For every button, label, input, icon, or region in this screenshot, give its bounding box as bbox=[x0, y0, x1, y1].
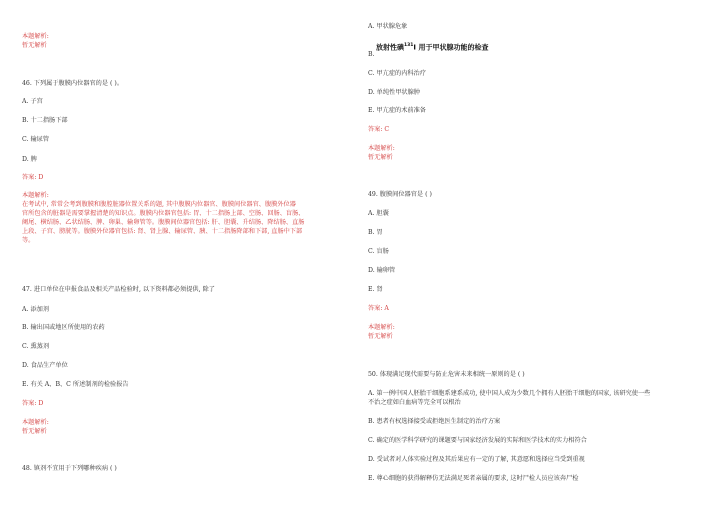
analysis-line-46: 上段、子宫、膀胱等。腹膜外位器官包括: 肾、肾上腺、输尿管、胰、十二指肠降部和下部, 直肠中下部 bbox=[22, 228, 303, 235]
analysis-text-prev: 暂无解析 bbox=[368, 154, 393, 161]
option-47-b: B. 输出国或地区所使用的农药 bbox=[22, 324, 105, 331]
option-prev-b-prefix: B. bbox=[368, 51, 375, 58]
option-46-b: B. 十二指肠下部 bbox=[22, 117, 68, 124]
option-49-c: C. 盲肠 bbox=[368, 248, 389, 255]
option-50-e: E. 尊心细胞的获得解释仿无法满足死者亲属的要求, 这时尸检人员应该奔尸检 bbox=[368, 475, 579, 482]
option-47-d: D. 食品生产单位 bbox=[22, 362, 68, 369]
option-46-a: A. 子宫 bbox=[22, 98, 43, 105]
option-prev-c: C. 甲亢症的内科治疗 bbox=[368, 70, 426, 77]
analysis-text-49: 暂无解析 bbox=[368, 333, 393, 340]
analysis-line-46: 等。 bbox=[22, 237, 35, 244]
option-46-d: D. 脾 bbox=[22, 156, 37, 163]
option-prev-b-pre: 放射性碘 bbox=[376, 43, 404, 52]
option-49-e: E. 肾 bbox=[368, 286, 383, 293]
option-50-c: C. 确定的医学科学研究的课题要与国家经济发展的实际和医学技术的实力相符合 bbox=[368, 437, 587, 444]
option-50-b: B. 患者有权选择接受或拒绝医生制定的治疗方案 bbox=[368, 418, 501, 425]
analysis-label-49: 本题解析: bbox=[368, 324, 395, 331]
answer-49: 答案: A bbox=[368, 305, 389, 312]
answer-46: 答案: D bbox=[22, 174, 44, 181]
analysis-label-prev: 本题解析: bbox=[368, 145, 395, 152]
option-prev-a: A. 甲状腺危象 bbox=[368, 23, 408, 30]
answer-prev: 答案: C bbox=[368, 126, 390, 133]
option-47-c: C. 熏蒸剂 bbox=[22, 343, 50, 350]
analysis-line-46: 阑尾、横结肠、乙状结肠、脾、卵巢、输卵管等。腹膜间位器官包括: 肝、胆囊、升结肠、降结肠、直肠 bbox=[22, 219, 305, 226]
option-50-a-cont: 不治之症如白血病等完全可以根治 bbox=[368, 399, 461, 406]
option-50-a: A. 第一例中国人胚胎干细胞系建系成功, 使中国人成为少数几个拥有人胚胎干细胞的国家, 该研究使一些 bbox=[368, 390, 651, 397]
analysis-text-47: 暂无解析 bbox=[22, 428, 47, 435]
answer-47: 答案: D bbox=[22, 400, 44, 407]
analysis-label-46: 本题解析: bbox=[22, 192, 49, 199]
option-49-a: A. 胆囊 bbox=[368, 210, 389, 217]
option-prev-b-sup: 131 bbox=[404, 43, 414, 48]
option-49-b: B. 胃 bbox=[368, 229, 383, 236]
analysis-text: 暂无解析 bbox=[22, 42, 47, 49]
question-50: 50. 体现满足现代需要与防止危害未来相统一原则的是 ( ) bbox=[368, 371, 525, 378]
option-47-e: E. 有关 A、B、C 所述制剂的检验报告 bbox=[22, 381, 129, 388]
option-49-d: D. 输卵管 bbox=[368, 267, 396, 274]
option-prev-b-post: I 用于甲状腺功能的检查 bbox=[413, 43, 489, 52]
option-47-a: A. 添加剂 bbox=[22, 306, 49, 313]
option-46-c: C. 输尿管 bbox=[22, 136, 50, 143]
question-47: 47. 进口单位在申报食品及相关产品检验时, 以下资料都必须提供, 除了 bbox=[22, 286, 215, 293]
analysis-label-47: 本题解析: bbox=[22, 419, 49, 426]
option-prev-e: E. 甲亢症的术前准备 bbox=[368, 107, 426, 114]
question-46: 46. 下列属于腹膜内位器官的是 ( )。 bbox=[22, 80, 124, 87]
analysis-line-46: 官所包含的脏器是需要掌握清楚的知识点。腹膜内位器官包括: 胃、十二指肠上部、空肠、回肠、盲肠、 bbox=[22, 210, 305, 217]
option-50-d: D. 受试者对人体实验过程及其后果应有一定的了解, 其意愿和选择应当受到重视 bbox=[368, 456, 585, 463]
option-prev-d: D. 单纯性甲状腺肿 bbox=[368, 89, 420, 96]
question-49: 49. 腹膜间位器官是 ( ) bbox=[368, 191, 432, 198]
analysis-label: 本题解析: bbox=[22, 33, 49, 40]
option-prev-b-highlight bbox=[376, 42, 488, 51]
analysis-line-46: 在考试中, 常常会考到腹膜和腹腔脏器位置关系的题, 其中腹膜内位器官、腹膜间位器官、腹膜外位器 bbox=[22, 201, 296, 208]
question-48: 48. 镇剂不宜用于下列哪种疾病 ( ) bbox=[22, 465, 117, 472]
